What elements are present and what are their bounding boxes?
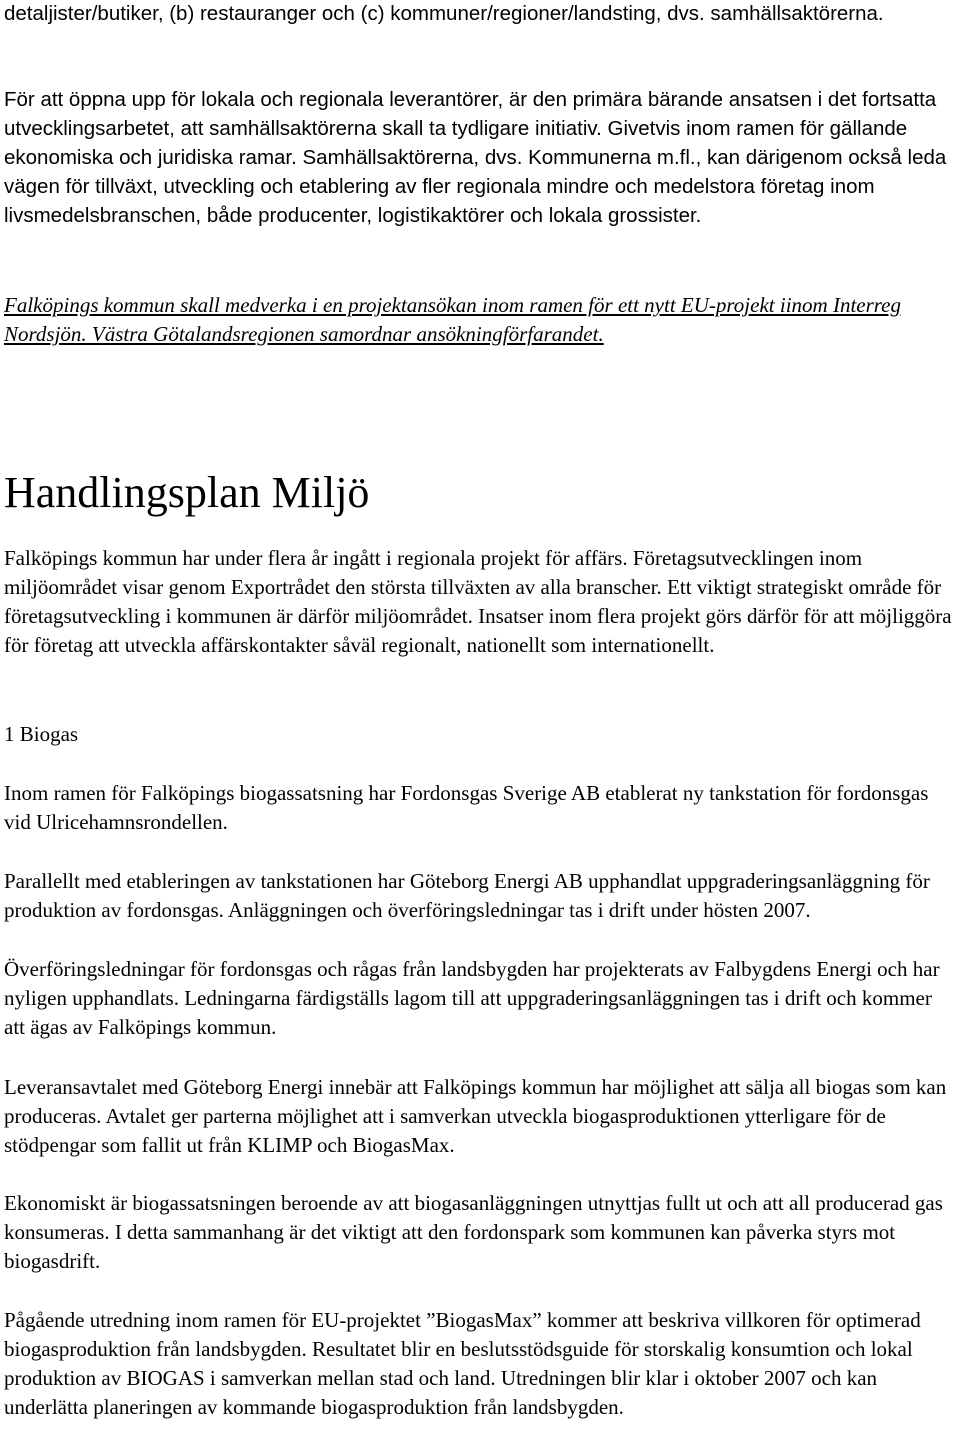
paragraph-upgrade-plant: Parallellt med etableringen av tankstationen har Göteborg Energi AB upphandlat uppgraderingsanläggning för produktion av fordonsgas. Anläggningen och överföringsledningar tas i drift under hösten 2007. <box>4 869 930 922</box>
paragraph-delivery-agreement: Leveransavtalet med Göteborg Energi innebär att Falköpings kommun har möjlighet att sälja all biogas som kan produceras. Avtalet ger parterna möjlighet att i samverkan utveckla biogasproduktionen ytterligare för de stödpengar som fallit ut från KLIMP och BiogasMax. <box>4 1075 947 1157</box>
paragraph-initiative: För att öppna upp för lokala och regionala leverantörer, är den primära bärande ansatsen i det fortsatta utvecklingsarbetet, att samhällsaktörerna skall ta tydligare initiativ. Givetvis inom ramen för gällande ekonomiska och juridiska ramar. Samhällsaktörerna, dvs. Kommunerna m.fl., kan därigenom också leda vägen för tillväxt, utveckling och etablering av fler regionala mindre och medelstora företag inom livsmedelsbranschen, både producenter, logistikaktörer och lokala grossister. <box>4 88 947 227</box>
paragraph-eu-project: Falköpings kommun skall medverka i en projektansökan inom ramen för ett nytt EU-projekt iinom Interreg Nordsjön. Västra Götalandsregionen samordnar ansökningförfarandet. <box>4 293 901 346</box>
subheading-biogas: 1 Biogas <box>4 722 79 746</box>
paragraph-environment: Falköpings kommun har under flera år ingått i regionala projekt för affärs. Företagsutvecklingen inom miljöområdet visar genom Exportrådet den största tillväxten av alla branscher. Ett viktigt strategiskt område för företagsutveckling i kommunen är därför miljöområdet. Insatser inom flera projekt görs därför för att möjliggöra för företag att utveckla affärskontakter såväl regionalt, nationellt som internationellt. <box>4 546 952 657</box>
paragraph-tankstation: Inom ramen för Falköpings biogassatsning har Fordonsgas Sverige AB etablerat ny tankstation för fordonsgas vid Ulricehamnsrondellen. <box>4 781 929 834</box>
section-heading: Handlingsplan Miljö <box>4 468 370 517</box>
paragraph-intro: detaljister/butiker, (b) restauranger och (c) kommuner/regioner/landsting, dvs. samhällsaktörerna. <box>4 2 884 25</box>
paragraph-biogasmax: Pågående utredning inom ramen för EU-projektet ”BiogasMax” kommer att beskriva villkoren för optimerad biogasproduktion från landsbygden. Resultatet blir en beslutsstödsguide för storskalig konsumtion och lokal produktion av BIOGAS i samverkan mellan stad och land. Utredningen blir klar i oktober 2007 och kan underlätta planeringen av kommande biogasproduktion från landsbygden. <box>4 1308 921 1419</box>
paragraph-economy: Ekonomiskt är biogassatsningen beroende av att biogasanläggningen utnyttjas fullt ut och att all producerad gas konsumeras. I detta sammanhang är det viktigt att den fordonspark som kommunen kan påverka styrs mot biogasdrift. <box>4 1191 943 1273</box>
paragraph-pipelines: Överföringsledningar för fordonsgas och rågas från landsbygden har projekterats av Falbygdens Energi och har nyligen upphandlats. Ledningarna färdigställs lagom till att uppgraderingsanläggningen tas i drift och kommer att ägas av Falköpings kommun. <box>4 957 940 1039</box>
